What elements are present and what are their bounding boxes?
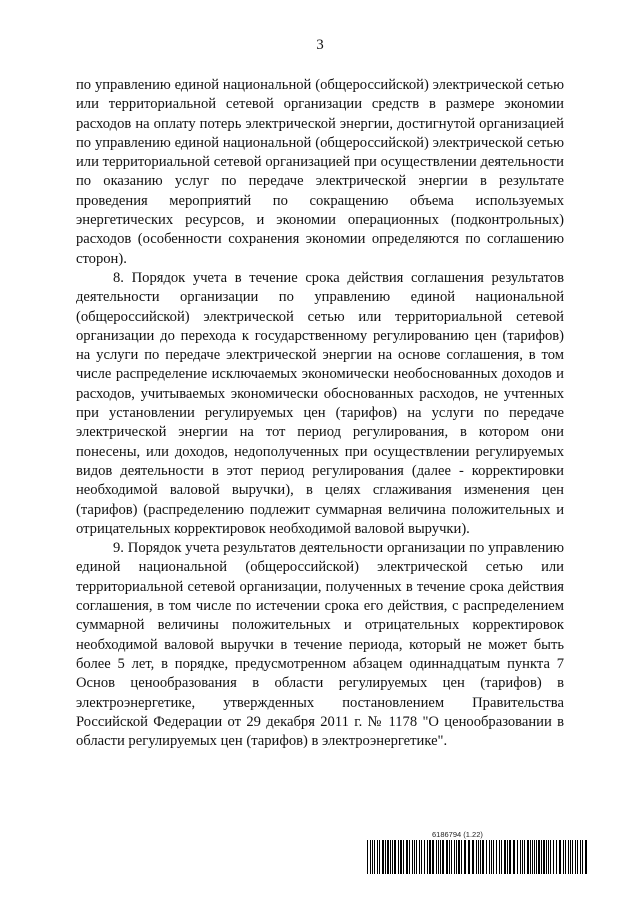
document-barcode-block	[367, 830, 587, 874]
barcode-number: 6186794 (1.22)	[432, 830, 483, 839]
paragraph-item-8: 8. Порядок учета в течение срока действия соглашения результатов деятельности организации по управлению единой национальной (общероссийской) электрической сетью или территориальной сетевой организации до перехода к государственному регулированию цен (тарифов) на услуги по передаче электрической энергии на основе соглашения, в том числе распределение исключаемых экономически необоснованных доходов и расходов, учитываемых экономически обоснованных расходов, не учтенных при установлении регулируемых цен (тарифов) на услуги по передаче электрической энергии на тот период регулирования, в котором они понесены, или доходов, недополученных при осуществлении регулируемых видов деятельности в этот период регулирования (далее - корректировки необходимой валовой выручки), в целях сглаживания изменения цен (тарифов) (распределению подлежит суммарная величина положительных и отрицательных корректировок необходимой валовой выручки).	[76, 269, 564, 537]
paragraph-continuation: по управлению единой национальной (общероссийской) электрической сетью или территориальной сетевой организации средств в размере экономии расходов на оплату потерь электрической энергии, достигнутой организацией по управлению единой национальной (общероссийской) электрической сетью или территориальной сетевой организацией при осуществлении деятельности по оказанию услуг по передаче электрической энергии в результате проведения мероприятий по сокращению объема используемых энергетических ресурсов, и экономии операционных (подконтрольных) расходов (особенности сохранения экономии определяются по соглашению сторон).	[76, 77, 564, 267]
document-body	[76, 76, 564, 751]
paragraph-item-9: 9. Порядок учета результатов деятельности организации по управлению единой национальной (общероссийской) электрической сетью или территориальной сетевой организации, полученных в течение срока действия соглашения, в том числе по истечении срока его действия, с распределением суммарной величины положительных и отрицательных корректировок необходимой валовой выручки в течение периода, который не может быть более 5 лет, в порядке, предусмотренном абзацем одиннадцатым пункта 7 Основ ценообразования в области регулируемых цен (тарифов) в электроэнергетике, утвержденных постановлением Правительства Российской Федерации от 29 декабря 2011 г. № 1178 "О ценообразовании в области регулируемых цен (тарифов) в электроэнергетике".	[76, 540, 564, 750]
page-number: 3	[316, 37, 324, 53]
barcode-icon	[367, 840, 587, 874]
